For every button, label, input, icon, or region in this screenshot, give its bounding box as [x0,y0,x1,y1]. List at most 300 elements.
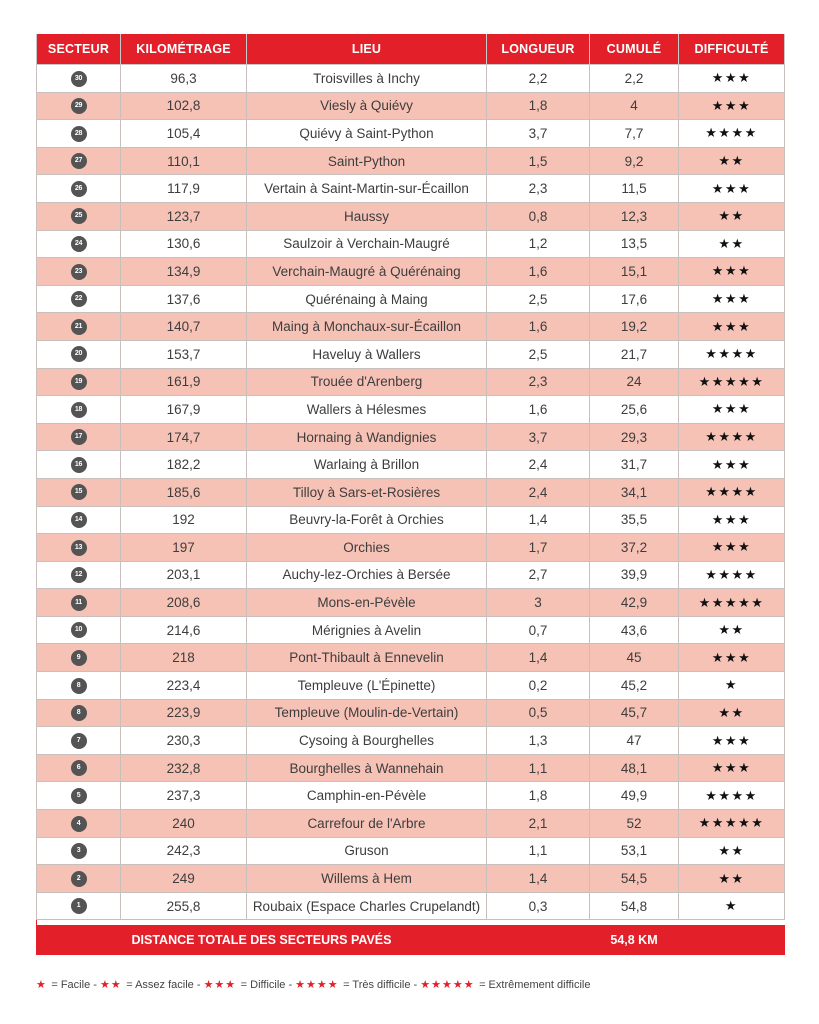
cumul-cell: 11,5 [590,175,679,203]
sector-cell [37,340,121,368]
cumul-cell: 15,1 [590,258,679,286]
table-row [37,506,785,534]
table-row [37,423,785,451]
sector-cell [37,65,121,93]
sector-number-badge-icon: 19 [71,374,87,390]
sectors-table [36,34,785,955]
cumul-cell: 34,1 [590,478,679,506]
cumul-cell: 7,7 [590,120,679,148]
table-row [37,396,785,424]
difficulty-cell [679,147,785,175]
sector-cell [37,423,121,451]
sector-cell [37,258,121,286]
sector-number-badge-icon: 17 [71,429,87,445]
legend-label: = Difficile - [240,979,293,991]
difficulty-stars: ★★ [718,843,745,859]
table-row [37,865,785,893]
length-cell: 2,4 [487,451,590,479]
length-cell: 1,4 [487,865,590,893]
place-cell: Bourghelles à Wannehain [247,754,487,782]
kilometrage-cell: 242,3 [121,837,247,865]
place-cell: Warlaing à Brillon [247,451,487,479]
length-cell: 3,7 [487,120,590,148]
difficulty-cell [679,92,785,120]
kilometrage-cell: 117,9 [121,175,247,203]
sector-cell [37,285,121,313]
cumul-cell: 31,7 [590,451,679,479]
sector-cell [37,120,121,148]
sector-cell [37,202,121,230]
total-empty-cell [487,926,590,955]
difficulty-stars: ★ [724,899,739,915]
length-cell: 0,7 [487,616,590,644]
length-cell: 3,7 [487,423,590,451]
cumul-cell: 37,2 [590,534,679,562]
difficulty-cell [679,396,785,424]
header-kilometrage: KILOMÉTRAGE [121,34,247,65]
difficulty-cell [679,65,785,93]
difficulty-cell [679,782,785,810]
difficulty-stars: ★★★★ [705,567,758,583]
table-row [37,120,785,148]
place-cell: Wallers à Hélesmes [247,396,487,424]
cumul-cell: 13,5 [590,230,679,258]
kilometrage-cell: 140,7 [121,313,247,341]
sector-cell [37,147,121,175]
cumul-cell: 19,2 [590,313,679,341]
cumul-cell: 43,6 [590,616,679,644]
place-cell: Hornaing à Wandignies [247,423,487,451]
length-cell: 1,4 [487,644,590,672]
star-icon: ★★★ [203,978,241,991]
place-cell: Trouée d'Arenberg [247,368,487,396]
difficulty-stars: ★★★★ [705,126,758,142]
sector-number-badge-icon: 10 [71,622,87,638]
sector-number-badge-icon: 23 [71,264,87,280]
difficulty-cell [679,202,785,230]
sector-cell [37,727,121,755]
length-cell: 1,6 [487,313,590,341]
place-cell: Carrefour de l'Arbre [247,810,487,838]
table-row [37,616,785,644]
length-cell: 2,3 [487,175,590,203]
cumul-cell: 24 [590,368,679,396]
place-cell: Saint-Python [247,147,487,175]
length-cell: 2,3 [487,368,590,396]
length-cell: 2,7 [487,561,590,589]
sector-cell [37,892,121,920]
cumul-cell: 48,1 [590,754,679,782]
kilometrage-cell: 185,6 [121,478,247,506]
table-row [37,285,785,313]
kilometrage-cell: 255,8 [121,892,247,920]
sector-number-badge-icon: 15 [71,484,87,500]
difficulty-cell [679,561,785,589]
table-row [37,65,785,93]
difficulty-cell [679,727,785,755]
place-cell: Mérignies à Avelin [247,616,487,644]
sector-number-badge-icon: 21 [71,319,87,335]
sector-cell [37,782,121,810]
sector-number-badge-icon: 8 [71,678,87,694]
length-cell: 1,7 [487,534,590,562]
sector-number-badge-icon: 20 [71,346,87,362]
sector-number-badge-icon: 22 [71,291,87,307]
difficulty-cell [679,478,785,506]
difficulty-stars: ★★★★★ [698,595,765,611]
place-cell: Pont-Thibault à Ennevelin [247,644,487,672]
cobblestone-sectors-sheet [36,34,784,955]
place-cell: Templeuve (Moulin-de-Vertain) [247,699,487,727]
kilometrage-cell: 208,6 [121,589,247,617]
sector-number-badge-icon: 6 [71,760,87,776]
difficulty-stars: ★★ [718,705,745,721]
sector-number-badge-icon: 25 [71,208,87,224]
length-cell: 1,3 [487,727,590,755]
difficulty-cell [679,175,785,203]
place-cell: Verchain-Maugré à Quérénaing [247,258,487,286]
table-row [37,147,785,175]
table-row [37,340,785,368]
kilometrage-cell: 130,6 [121,230,247,258]
header-longueur: LONGUEUR [487,34,590,65]
place-cell: Vertain à Saint-Martin-sur-Écaillon [247,175,487,203]
kilometrage-cell: 102,8 [121,92,247,120]
length-cell: 1,5 [487,147,590,175]
length-cell: 2,5 [487,340,590,368]
kilometrage-cell: 110,1 [121,147,247,175]
cumul-cell: 25,6 [590,396,679,424]
sector-cell [37,589,121,617]
kilometrage-cell: 249 [121,865,247,893]
place-cell: Quiévy à Saint-Python [247,120,487,148]
sector-cell [37,506,121,534]
table-row [37,313,785,341]
length-cell: 1,6 [487,396,590,424]
total-empty-cell-difficulty [679,926,785,955]
difficulty-cell [679,754,785,782]
length-cell: 1,8 [487,782,590,810]
difficulty-cell [679,865,785,893]
difficulty-stars: ★★★★ [705,430,758,446]
table-row [37,478,785,506]
kilometrage-cell: 123,7 [121,202,247,230]
cumul-cell: 54,5 [590,865,679,893]
difficulty-stars: ★★★★★ [698,374,765,390]
cumul-cell: 53,1 [590,837,679,865]
place-cell: Gruson [247,837,487,865]
length-cell: 3 [487,589,590,617]
sector-cell [37,837,121,865]
sector-number-badge-icon: 16 [71,457,87,473]
table-row [37,258,785,286]
table-row [37,810,785,838]
total-distance-value: 54,8 KM [590,926,679,955]
place-cell: Cysoing à Bourghelles [247,727,487,755]
sector-number-badge-icon: 8 [71,705,87,721]
cumul-cell: 45,7 [590,699,679,727]
difficulty-cell [679,120,785,148]
sector-number-badge-icon: 14 [71,512,87,528]
place-cell: Auchy-lez-Orchies à Bersée [247,561,487,589]
difficulty-cell [679,368,785,396]
table-row [37,589,785,617]
length-cell: 0,2 [487,672,590,700]
sector-number-badge-icon: 7 [71,733,87,749]
header-difficulte: DIFFICULTÉ [679,34,785,65]
header-cumule: CUMULÉ [590,34,679,65]
difficulty-cell [679,892,785,920]
table-row [37,672,785,700]
difficulty-cell [679,506,785,534]
legend-label: = Extrêmement difficile [479,979,591,991]
kilometrage-cell: 223,4 [121,672,247,700]
length-cell: 1,4 [487,506,590,534]
difficulty-cell [679,258,785,286]
sector-cell [37,672,121,700]
difficulty-stars: ★★★ [711,402,752,418]
difficulty-stars: ★★★ [711,540,752,556]
place-cell: Mons-en-Pévèle [247,589,487,617]
length-cell: 0,5 [487,699,590,727]
sector-cell [37,396,121,424]
table-row [37,837,785,865]
place-cell: Haussy [247,202,487,230]
table-row [37,699,785,727]
sector-number-badge-icon: 11 [71,595,87,611]
difficulty-cell [679,285,785,313]
kilometrage-cell: 237,3 [121,782,247,810]
sector-cell [37,313,121,341]
place-cell: Tilloy à Sars-et-Rosières [247,478,487,506]
length-cell: 2,4 [487,478,590,506]
cumul-cell: 52 [590,810,679,838]
difficulty-cell [679,451,785,479]
kilometrage-cell: 192 [121,506,247,534]
sector-number-badge-icon: 18 [71,402,87,418]
kilometrage-cell: 230,3 [121,727,247,755]
table-row [37,754,785,782]
sector-cell [37,368,121,396]
difficulty-stars: ★★ [718,623,745,639]
sector-number-badge-icon: 30 [71,71,87,87]
difficulty-stars: ★★★ [711,650,752,666]
difficulty-stars: ★★ [718,236,745,252]
sector-number-badge-icon: 13 [71,540,87,556]
difficulty-stars: ★★ [718,871,745,887]
cumul-cell: 54,8 [590,892,679,920]
sector-number-badge-icon: 2 [71,871,87,887]
difficulty-cell [679,230,785,258]
sector-number-badge-icon: 3 [71,843,87,859]
kilometrage-cell: 214,6 [121,616,247,644]
sector-number-badge-icon: 9 [71,650,87,666]
sector-cell [37,810,121,838]
length-cell: 1,1 [487,754,590,782]
difficulty-stars: ★★★ [711,181,752,197]
cumul-cell: 4 [590,92,679,120]
sector-cell [37,175,121,203]
total-distance-label: DISTANCE TOTALE DES SECTEURS PAVÉS [37,926,487,955]
sector-number-badge-icon: 26 [71,181,87,197]
table-row [37,368,785,396]
star-icon: ★ [36,978,52,991]
sector-cell [37,754,121,782]
difficulty-cell [679,810,785,838]
difficulty-stars: ★★★ [711,457,752,473]
difficulty-stars: ★★★ [711,71,752,87]
length-cell: 1,2 [487,230,590,258]
table-header [37,34,785,65]
legend-label: = Facile - [51,979,97,991]
table-row [37,782,785,810]
difficulty-stars: ★★★★ [705,485,758,501]
cumul-cell: 12,3 [590,202,679,230]
header-secteur: SECTEUR [37,34,121,65]
difficulty-cell [679,313,785,341]
kilometrage-cell: 232,8 [121,754,247,782]
difficulty-cell [679,644,785,672]
cumul-cell: 47 [590,727,679,755]
cumul-cell: 45,2 [590,672,679,700]
difficulty-stars: ★★★ [711,733,752,749]
difficulty-cell [679,837,785,865]
kilometrage-cell: 167,9 [121,396,247,424]
cumul-cell: 42,9 [590,589,679,617]
difficulty-stars: ★★★ [711,512,752,528]
cumul-cell: 2,2 [590,65,679,93]
length-cell: 1,1 [487,837,590,865]
table-row [37,451,785,479]
star-icon: ★★ [99,978,127,991]
sector-cell [37,92,121,120]
cumul-cell: 29,3 [590,423,679,451]
place-cell: Camphin-en-Pévèle [247,782,487,810]
sector-cell [37,644,121,672]
difficulty-stars: ★ [724,678,739,694]
table-row [37,892,785,920]
kilometrage-cell: 203,1 [121,561,247,589]
star-icon: ★★★★★ [420,978,480,991]
kilometrage-cell: 153,7 [121,340,247,368]
kilometrage-cell: 223,9 [121,699,247,727]
table-body [37,65,785,920]
difficulty-stars: ★★★ [711,319,752,335]
cumul-cell: 17,6 [590,285,679,313]
sector-number-badge-icon: 5 [71,788,87,804]
length-cell: 2,5 [487,285,590,313]
header-lieu: LIEU [247,34,487,65]
kilometrage-cell: 161,9 [121,368,247,396]
difficulty-stars: ★★★ [711,292,752,308]
difficulty-cell [679,589,785,617]
sector-cell [37,534,121,562]
difficulty-stars: ★★★ [711,98,752,114]
place-cell: Viesly à Quiévy [247,92,487,120]
star-icon: ★★★★ [295,978,344,991]
sector-cell [37,865,121,893]
length-cell: 0,3 [487,892,590,920]
length-cell: 2,2 [487,65,590,93]
difficulty-stars: ★★ [718,209,745,225]
difficulty-stars: ★★★★ [705,788,758,804]
sector-number-badge-icon: 24 [71,236,87,252]
legend-label: = Très difficile - [343,979,418,991]
length-cell: 1,8 [487,92,590,120]
difficulty-stars: ★★ [718,154,745,170]
kilometrage-cell: 137,6 [121,285,247,313]
difficulty-cell [679,340,785,368]
difficulty-legend [36,978,590,991]
sector-cell [37,616,121,644]
kilometrage-cell: 218 [121,644,247,672]
place-cell: Haveluy à Wallers [247,340,487,368]
kilometrage-cell: 105,4 [121,120,247,148]
table-row [37,561,785,589]
length-cell: 0,8 [487,202,590,230]
kilometrage-cell: 240 [121,810,247,838]
difficulty-cell [679,534,785,562]
sector-cell [37,478,121,506]
place-cell: Roubaix (Espace Charles Crupelandt) [247,892,487,920]
place-cell: Troisvilles à Inchy [247,65,487,93]
length-cell: 1,6 [487,258,590,286]
kilometrage-cell: 182,2 [121,451,247,479]
place-cell: Willems à Hem [247,865,487,893]
kilometrage-cell: 134,9 [121,258,247,286]
difficulty-cell [679,423,785,451]
table-row [37,175,785,203]
table-row [37,727,785,755]
sector-number-badge-icon: 28 [71,126,87,142]
difficulty-stars: ★★★★ [705,347,758,363]
sector-cell [37,230,121,258]
sector-number-badge-icon: 27 [71,153,87,169]
place-cell: Beuvry-la-Forêt à Orchies [247,506,487,534]
sector-number-badge-icon: 4 [71,816,87,832]
difficulty-stars: ★★★ [711,264,752,280]
sector-number-badge-icon: 29 [71,98,87,114]
difficulty-cell [679,699,785,727]
cumul-cell: 39,9 [590,561,679,589]
difficulty-cell [679,616,785,644]
place-cell: Maing à Monchaux-sur-Écaillon [247,313,487,341]
cumul-cell: 35,5 [590,506,679,534]
cumul-cell: 21,7 [590,340,679,368]
difficulty-stars: ★★★ [711,761,752,777]
length-cell: 2,1 [487,810,590,838]
sector-number-badge-icon: 1 [71,898,87,914]
cumul-cell: 9,2 [590,147,679,175]
table-footer [37,920,785,955]
sector-cell [37,561,121,589]
place-cell: Quérénaing à Maing [247,285,487,313]
difficulty-stars: ★★★★★ [698,816,765,832]
sector-cell [37,699,121,727]
kilometrage-cell: 96,3 [121,65,247,93]
table-row [37,644,785,672]
cumul-cell: 45 [590,644,679,672]
place-cell: Templeuve (L'Épinette) [247,672,487,700]
table-row [37,534,785,562]
table-row [37,92,785,120]
kilometrage-cell: 174,7 [121,423,247,451]
difficulty-cell [679,672,785,700]
sector-cell [37,451,121,479]
kilometrage-cell: 197 [121,534,247,562]
legend-label: = Assez facile - [126,979,201,991]
place-cell: Orchies [247,534,487,562]
